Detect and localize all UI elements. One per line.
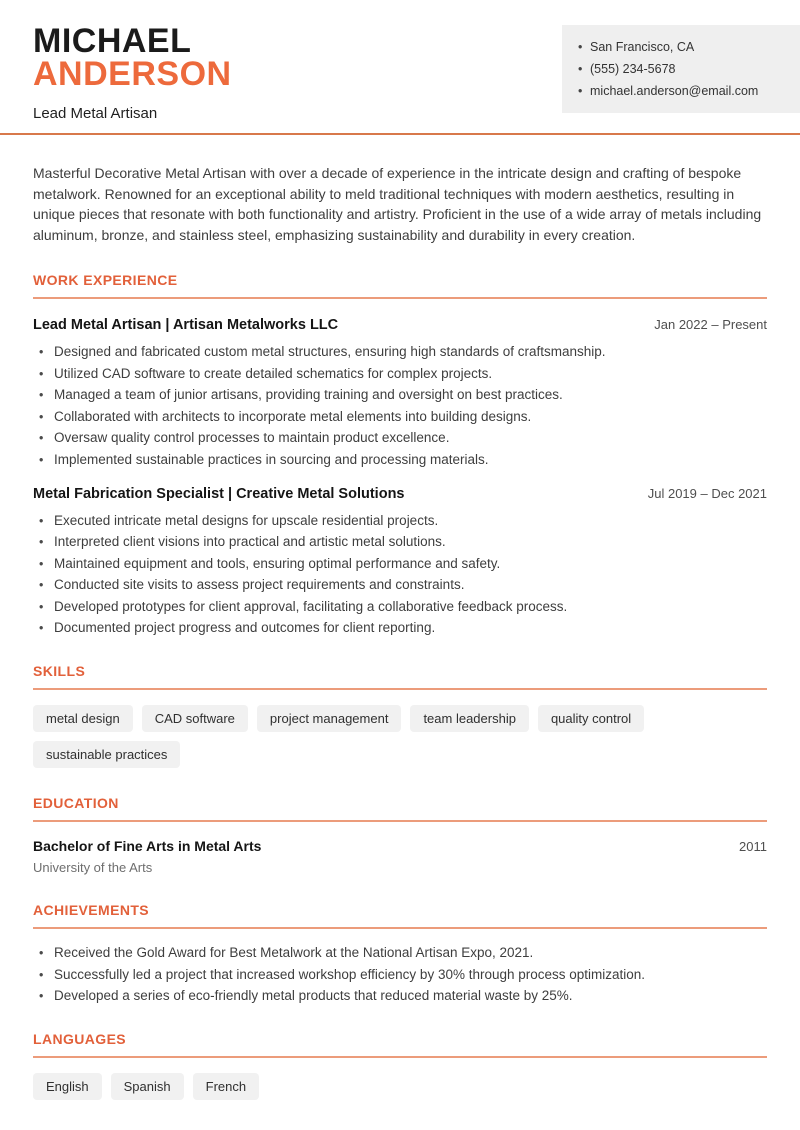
summary-text: Masterful Decorative Metal Artisan with over a decade of experience in the intricate design and crafting of bespoke metalwork. Renowned for an exceptional ability to meld traditional techniques with modern aesthetics, resulting in unique pieces that resonate with both functionality and artistry. Proficient in the use of a wide array of metals including aluminum, bronze, and stainless steel, emphasizing sustainability and durability in every creation. [33,165,762,243]
degree-name: Bachelor of Fine Arts in Metal Arts [33,838,262,854]
job-bullet-list [33,344,767,468]
achievement-item: • Developed a series of eco-friendly metal products that reduced material waste by 25%. [39,988,767,1004]
language-tag: French [193,1073,259,1100]
section-work-experience [33,272,767,636]
job-title: Lead Metal Artisan [33,105,158,122]
job-dates: Jul 2019 – Dec 2021 [647,485,767,501]
achievement-item: • Received the Gold Award for Best Metalwork at the National Artisan Expo, 2021. [39,945,767,961]
bullet-item: • Documented project progress and outcomes for client reporting. [39,620,767,636]
header [0,0,800,133]
skill-tag: CAD software [142,705,248,732]
job-header [33,317,767,333]
language-tag-list [33,1073,767,1100]
bullet-item: • Collaborated with architects to incorporate metal elements into building designs. [39,409,767,425]
contact-list [578,36,786,102]
bullet-item: • Managed a team of junior artisans, providing training and oversight on best practices. [39,387,767,403]
degree-year: 2011 [739,839,767,854]
section-achievements [33,902,767,1004]
last-name: ANDERSON [33,55,232,93]
skill-tag: project management [257,705,402,732]
bullet-item: • Conducted site visits to assess project requirements and constraints. [39,577,767,593]
language-tag: Spanish [111,1073,184,1100]
contact-item: • (555) 234-5678 [578,58,786,80]
job-entry [33,486,767,637]
achievements-heading: ACHIEVEMENTS [33,902,767,929]
education-heading: EDUCATION [33,795,767,822]
skill-tag: sustainable practices [33,741,180,768]
job-header [33,486,767,502]
skills-heading: SKILLS [33,663,767,690]
skill-tag: team leadership [410,705,529,732]
job-bullet-list [33,513,767,637]
bullet-item: • Oversaw quality control processes to maintain product excellence. [39,430,767,446]
achievement-list [33,945,767,1004]
skill-tag: metal design [33,705,133,732]
top-divider [0,133,800,135]
section-languages [33,1031,767,1100]
job-entry [33,317,767,468]
contact-item: • michael.anderson@email.com [578,80,786,102]
section-education [33,795,767,875]
skill-tag-list [33,705,767,768]
languages-heading: LANGUAGES [33,1031,767,1058]
bullet-item: • Designed and fabricated custom metal structures, ensuring high standards of craftsmanship. [39,344,767,360]
job-title-line: Lead Metal Artisan | Artisan Metalworks LLC [33,317,339,333]
school-name: University of the Arts [33,860,153,875]
content [0,163,800,1100]
contact-item: • San Francisco, CA [578,36,786,58]
contact-card [562,25,800,113]
education-entry [33,838,767,854]
section-skills [33,663,767,768]
job-title-line: Metal Fabrication Specialist | Creative Metal Solutions [33,485,405,502]
achievement-item: • Successfully led a project that increased workshop efficiency by 30% through process optimization. [39,967,767,983]
bullet-item: • Implemented sustainable practices in sourcing and processing materials. [39,452,767,468]
work-experience-heading: WORK EXPERIENCE [33,272,767,299]
job-dates: Jan 2022 – Present [654,317,767,332]
bullet-item: • Utilized CAD software to create detailed schematics for complex projects. [39,366,767,382]
language-tag: English [33,1073,102,1100]
bullet-item: • Executed intricate metal designs for upscale residential projects. [39,513,767,529]
skill-tag: quality control [538,705,644,732]
first-name: MICHAEL [33,22,192,60]
bullet-item: • Interpreted client visions into practical and artistic metal solutions. [39,534,767,550]
bullet-item: • Developed prototypes for client approval, facilitating a collaborative feedback process. [39,599,767,615]
bullet-item: • Maintained equipment and tools, ensuring optimal performance and safety. [39,556,767,572]
